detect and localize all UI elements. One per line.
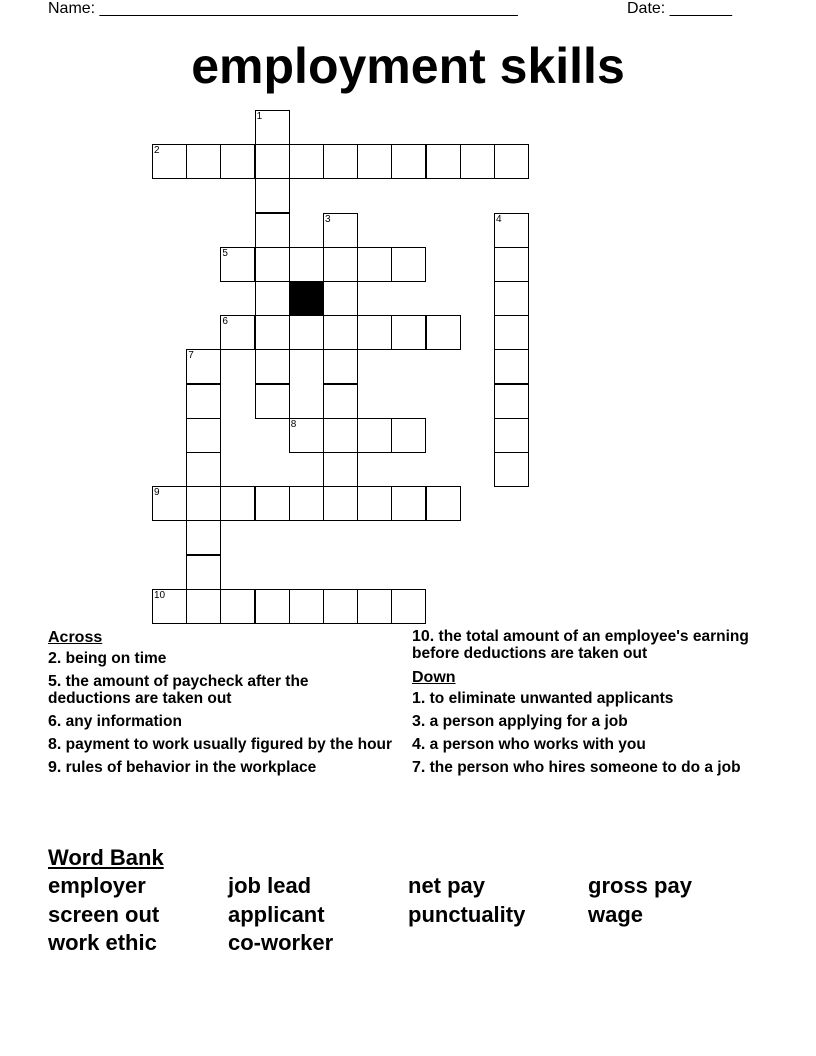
- grid-cell[interactable]: [426, 486, 461, 521]
- grid-cell[interactable]: [220, 247, 255, 282]
- clue-text: a person who works with you: [425, 736, 646, 753]
- grid-cell[interactable]: [255, 281, 290, 316]
- cell-number: 4: [496, 213, 502, 225]
- page-title: employment skills: [191, 38, 625, 94]
- clue-text: the total amount of an employee's earning before deductions are taken out: [412, 628, 749, 662]
- clue-number: 9.: [48, 759, 62, 776]
- grid-cell[interactable]: [255, 178, 290, 213]
- clue-number: 4.: [412, 736, 426, 753]
- grid-cell[interactable]: [391, 144, 426, 179]
- word-bank: [48, 872, 788, 958]
- grid-block: [289, 281, 324, 316]
- grid-cell[interactable]: [323, 315, 358, 350]
- grid-cell[interactable]: [186, 349, 221, 384]
- grid-cell[interactable]: [255, 144, 290, 179]
- cell-number: 8: [290, 418, 297, 430]
- clue-text: a person applying for a job: [425, 713, 628, 730]
- grid-cell[interactable]: [494, 247, 529, 282]
- clue-text: to eliminate unwanted applicants: [425, 690, 674, 707]
- word-bank-item: punctuality: [408, 901, 526, 927]
- grid-cell[interactable]: [255, 589, 290, 624]
- name-field: Name: _______________________________________________: [48, 0, 518, 17]
- grid-cell[interactable]: [323, 349, 358, 384]
- grid-cell[interactable]: [220, 144, 255, 179]
- clue-across-2: [48, 650, 393, 667]
- grid-cell[interactable]: [255, 486, 290, 521]
- cell-number: 1: [256, 111, 263, 122]
- clue-text: the amount of paycheck after the deductions are taken out: [48, 673, 309, 707]
- clue-text: being on time: [61, 650, 167, 667]
- grid-cell[interactable]: [494, 281, 529, 316]
- grid-cell[interactable]: [289, 589, 324, 624]
- clue-down-7: [412, 759, 782, 776]
- clue-text: rules of behavior in the workplace: [61, 759, 317, 776]
- grid-cell[interactable]: [323, 281, 358, 316]
- clue-number: 10.: [412, 628, 435, 645]
- clue-across-10: [412, 628, 782, 662]
- down-heading: Down: [412, 669, 456, 686]
- grid-cell[interactable]: [220, 589, 255, 624]
- grid-cell[interactable]: [323, 213, 358, 248]
- grid-cell[interactable]: [255, 213, 290, 248]
- grid-cell[interactable]: [357, 589, 392, 624]
- grid-cell[interactable]: [460, 144, 495, 179]
- word-bank-item: work ethic: [48, 930, 157, 955]
- grid-cell[interactable]: [289, 315, 324, 350]
- grid-cell[interactable]: [220, 315, 255, 350]
- grid-cell[interactable]: [323, 452, 358, 487]
- grid-cell[interactable]: [391, 486, 426, 521]
- across-heading: Across: [48, 629, 103, 646]
- cell-number: 9: [154, 487, 160, 499]
- grid-cell[interactable]: [289, 418, 324, 453]
- date-field: Date: _______: [627, 0, 732, 17]
- grid-cell[interactable]: [323, 418, 358, 453]
- grid-cell[interactable]: [289, 144, 324, 179]
- clue-number: 1.: [412, 690, 426, 707]
- word-bank-item: employer: [48, 873, 146, 898]
- clue-across-8: [48, 736, 393, 753]
- clue-number: 7.: [412, 759, 426, 776]
- clue-across-9: [48, 759, 393, 776]
- grid-cell[interactable]: [391, 247, 426, 282]
- word-bank-item: applicant: [228, 901, 325, 927]
- grid-cell[interactable]: [152, 589, 187, 624]
- grid-cell[interactable]: [391, 589, 426, 624]
- grid-cell[interactable]: [186, 144, 221, 179]
- grid-cell[interactable]: [186, 486, 221, 521]
- grid-cell[interactable]: [494, 213, 529, 248]
- grid-cell[interactable]: [323, 144, 358, 179]
- grid-cell[interactable]: [494, 384, 529, 419]
- grid-cell[interactable]: [323, 384, 358, 419]
- grid-cell[interactable]: [391, 315, 426, 350]
- clue-across-5: [48, 673, 393, 707]
- grid-cell[interactable]: [494, 349, 529, 384]
- grid-cell[interactable]: [494, 418, 529, 453]
- grid-cell[interactable]: [255, 315, 290, 350]
- grid-cell[interactable]: [357, 486, 392, 521]
- grid-cell[interactable]: [152, 144, 187, 179]
- cell-number: 5: [222, 247, 228, 259]
- cell-number: 2: [154, 145, 160, 157]
- grid-cell[interactable]: [186, 589, 221, 624]
- word-bank-item: net pay: [408, 873, 486, 898]
- word-bank-item: gross pay: [588, 873, 692, 898]
- grid-cell[interactable]: [391, 418, 426, 453]
- grid-cell[interactable]: [494, 315, 529, 350]
- clue-number: 5.: [48, 673, 62, 690]
- grid-cell[interactable]: [255, 247, 290, 282]
- clue-number: 6.: [48, 713, 62, 730]
- grid-cell[interactable]: [357, 418, 392, 453]
- grid-cell[interactable]: [494, 144, 529, 179]
- clue-number: 3.: [412, 713, 426, 730]
- grid-cell[interactable]: [289, 247, 324, 282]
- grid-cell[interactable]: [186, 555, 221, 590]
- clue-across-6: [48, 713, 393, 730]
- cell-number: 3: [325, 213, 331, 225]
- cell-number: 7: [188, 350, 194, 362]
- grid-cell[interactable]: [357, 144, 392, 179]
- clues-right-column: [412, 628, 782, 782]
- grid-cell[interactable]: [186, 520, 221, 555]
- grid-cell[interactable]: [255, 349, 290, 384]
- grid-cell[interactable]: [426, 315, 461, 350]
- grid-cell[interactable]: [152, 486, 187, 521]
- clue-down-3: [412, 713, 782, 730]
- grid-cell[interactable]: [220, 486, 255, 521]
- grid-cell[interactable]: [186, 384, 221, 419]
- clue-down-4: [412, 736, 782, 753]
- clues-left-column: [48, 628, 393, 782]
- clue-text: any information: [61, 713, 182, 730]
- clue-number: 2.: [48, 650, 62, 667]
- clue-text: payment to work usually figured by the hour: [61, 736, 393, 753]
- grid-cell[interactable]: [357, 315, 392, 350]
- clue-down-1: [412, 690, 782, 707]
- word-bank-item: co-worker: [228, 930, 334, 955]
- grid-cell[interactable]: [255, 110, 290, 145]
- word-bank-item: wage: [588, 901, 644, 927]
- cell-number: 6: [222, 316, 228, 328]
- grid-cell[interactable]: [323, 589, 358, 624]
- grid-cell[interactable]: [255, 384, 290, 419]
- grid-cell[interactable]: [357, 247, 392, 282]
- clue-number: 8.: [48, 736, 62, 753]
- word-bank-item: job lead: [228, 873, 312, 898]
- grid-cell[interactable]: [323, 486, 358, 521]
- grid-cell[interactable]: [426, 144, 461, 179]
- grid-cell[interactable]: [323, 247, 358, 282]
- cell-number: 10: [154, 589, 166, 601]
- grid-cell[interactable]: [186, 418, 221, 453]
- grid-cell[interactable]: [494, 452, 529, 487]
- clue-text: the person who hires someone to do a job: [425, 759, 741, 776]
- grid-cell[interactable]: [289, 486, 324, 521]
- word-bank-item: screen out: [48, 901, 160, 927]
- word-bank-title: Word Bank: [48, 845, 164, 870]
- grid-cell[interactable]: [186, 452, 221, 487]
